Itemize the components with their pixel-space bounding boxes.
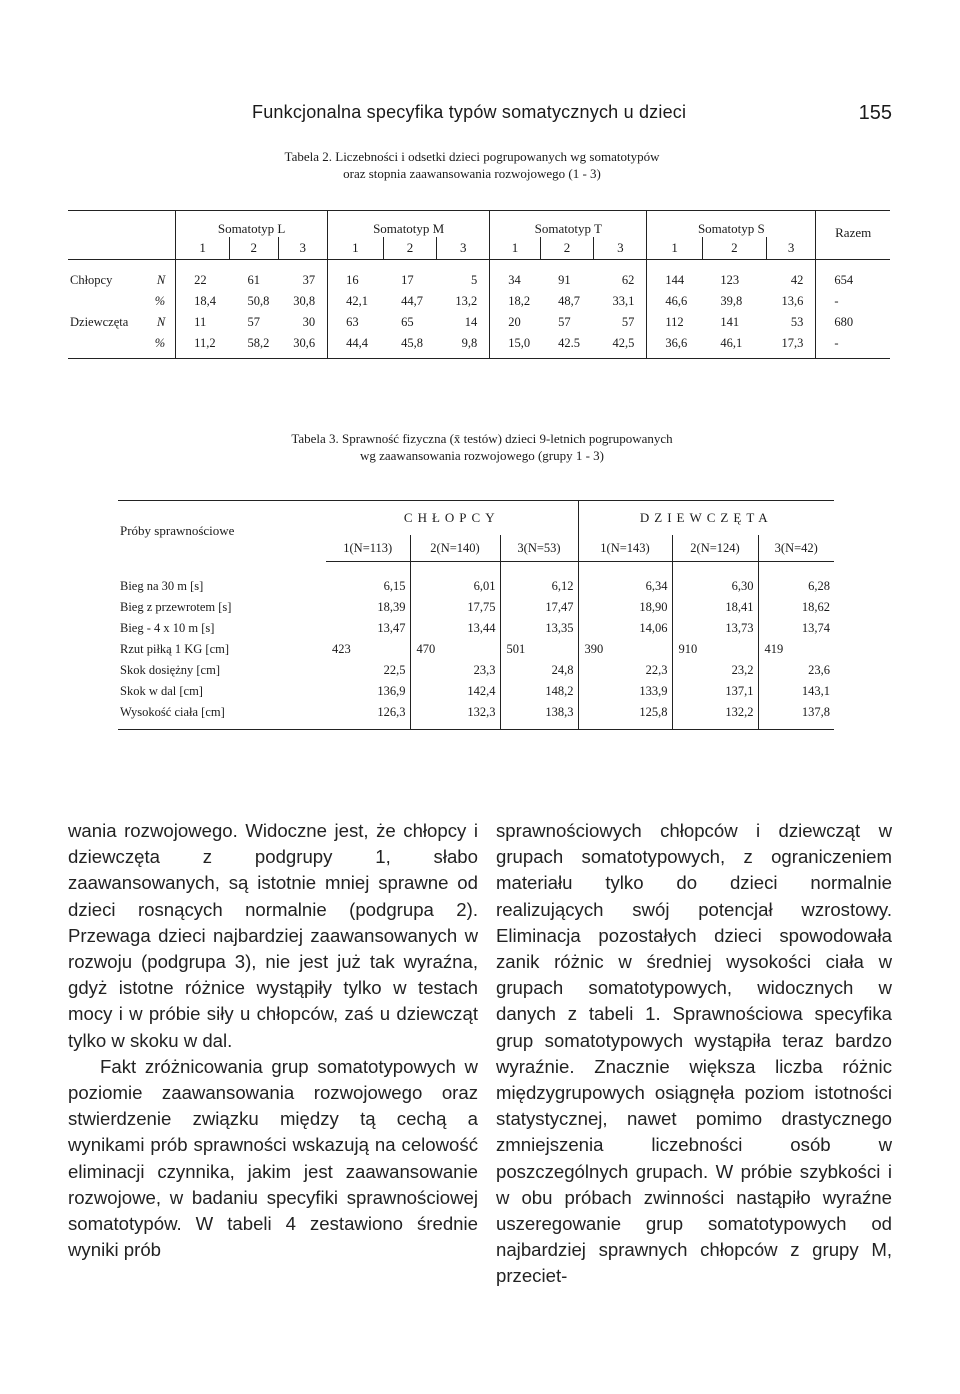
row-stat: % [154, 294, 166, 308]
table-cell: 22,3 [578, 660, 672, 681]
table-row [118, 681, 834, 702]
table-row [118, 660, 834, 681]
table-cell: 17 [401, 273, 414, 287]
table-cell: 148,2 [500, 681, 578, 702]
row-label [68, 291, 147, 312]
table2-caption [232, 430, 732, 464]
row-label: Dziewczęta [70, 315, 129, 329]
table-cell: 17,75 [410, 597, 500, 618]
table-cell: 470 [410, 639, 500, 660]
table-cell: 5 [471, 273, 478, 287]
table-cell: 23,2 [672, 660, 758, 681]
table-row [118, 639, 834, 660]
table-row [68, 312, 890, 333]
table-cell: 910 [672, 639, 758, 660]
table-cell: 143,1 [758, 681, 834, 702]
table-cell: 125,8 [578, 702, 672, 730]
page-number: 155 [858, 102, 892, 124]
total-cell: 680 [816, 312, 890, 333]
subhead: 3 [278, 237, 328, 260]
row-label: Skok w dal [cm] [120, 684, 203, 698]
row-label: Skok dosiężny [cm] [120, 663, 220, 677]
table-cell: 6,15 [383, 579, 406, 593]
table-row [118, 562, 834, 598]
table-cell: 30 [302, 315, 316, 329]
table-cell: 142,4 [410, 681, 500, 702]
table-cell: 42,5 [594, 333, 647, 359]
table-cell: 23,6 [758, 660, 834, 681]
table-cell: 42 [790, 273, 804, 287]
table-cell: 24,8 [500, 660, 578, 681]
table-cell: 123 [720, 273, 740, 287]
table-cell: 53 [790, 315, 804, 329]
table-cell: 46,1 [702, 333, 766, 359]
table-cell: 13,2 [455, 294, 478, 308]
table-cell: 20 [490, 312, 540, 333]
paragraph: sprawnościowych chłopców i dziewcząt w grupach somatotypowych, z ograniczeniem materiału tylko do dzieci normalnie realizujących swój potencjał wzrostowy. Eliminacja pozostałych dzieci spowodowała zanik różnic w średniej wysokości ciała w grupach somatotypowych, widocznych w danych z tabeli 1. Sprawnościowa specyfika grup somatotypowych wystąpiła teraz bardzo wyraźnie. Znacznie większa liczba różnic międzygrupowych osiągnęła poziom istotności statystycznej, nawet pomimo drastycznego zmniejszenia liczebności osób w poszczególnych grupach. W próbie szybkości i w obu próbach zwinności nastąpiło wyraźne uszeregowanie grup somatotypowych od najbardziej sprawnych chłopców z grupy M, przeciet- [496, 820, 892, 1287]
table-cell: 30,8 [293, 294, 316, 308]
table1-body [68, 260, 890, 359]
row-label: Chłopcy [70, 273, 113, 287]
table-cell: 9,8 [437, 333, 490, 359]
group-boys: CHŁOPCY [326, 501, 578, 536]
subhead: 2(N=124) [672, 535, 758, 562]
subhead: 3 [594, 237, 647, 260]
table-cell: 132,2 [672, 702, 758, 730]
trials-header: Próby sprawnościowe [118, 501, 326, 562]
group-header: Somatotyp M [328, 211, 490, 238]
subhead: 2 [383, 237, 437, 260]
subhead: 1(N=143) [578, 535, 672, 562]
table-cell: 18,41 [672, 597, 758, 618]
row-stat: N [156, 315, 166, 329]
table1-caption-line1: Tabela 2. Liczebności i odsetki dzieci pogrupowanych wg somatotypów [284, 149, 660, 164]
table-cell: 62 [621, 273, 635, 287]
table-cell: 44,4 [328, 333, 384, 359]
subhead: 1 [647, 237, 703, 260]
table-cell: 6,01 [410, 562, 500, 598]
table2-fitness [118, 500, 834, 730]
table-cell: 501 [500, 639, 578, 660]
table-cell: 14,06 [578, 618, 672, 639]
table-cell: 11 [176, 312, 230, 333]
table-row [118, 597, 834, 618]
subhead: 2 [540, 237, 594, 260]
group-header: Somatotyp T [490, 211, 647, 238]
table-row [68, 333, 890, 359]
table-cell: 17,3 [766, 333, 816, 359]
table-cell: 61 [247, 273, 260, 287]
subhead: 3(N=42) [758, 535, 834, 562]
table-cell: 57 [558, 315, 571, 329]
table-cell: 132,3 [410, 702, 500, 730]
table-cell: 423 [332, 642, 351, 656]
table-cell: 17,47 [500, 597, 578, 618]
table-cell: 13,44 [410, 618, 500, 639]
table-cell: 133,9 [578, 681, 672, 702]
group-header: Somatotyp L [176, 211, 328, 238]
table-cell: 390 [578, 639, 672, 660]
subhead: 1 [176, 237, 230, 260]
table-cell: 137,1 [672, 681, 758, 702]
total-cell: - [816, 333, 890, 359]
table-cell: 37 [302, 273, 316, 287]
subhead: 2(N=140) [410, 535, 500, 562]
table-cell: 18,4 [176, 291, 230, 312]
paragraph: wania rozwojowego. Widoczne jest, że chłopcy i dziewczęta z podgrupy 1, słabo zaawansowanych, są istotnie mniej sprawne od dzieci rosnących normalnie (podgrupa 2). Przewaga dzieci najbardziej zaawansowanych w rozwoju (podgrupa 3), nie jest już tak wyraźna, gdyż istotne różnice wystąpiły tylko w testach mocy i w próbie siły u chłopców, zaś u dziewcząt tylko w skoku w dal. [68, 820, 478, 1051]
table-cell: 18,2 [490, 291, 540, 312]
total-cell: - [816, 291, 890, 312]
table-cell: 36,6 [647, 333, 703, 359]
table-cell: 22 [176, 260, 230, 292]
table-cell: 58,2 [229, 333, 278, 359]
table-cell: 6,28 [758, 562, 834, 598]
total-header: Razem [816, 211, 890, 260]
table-cell: 13,73 [672, 618, 758, 639]
table-cell: 13,47 [377, 621, 406, 635]
table-cell: 50,8 [247, 294, 270, 308]
table1-caption [222, 148, 722, 182]
table-cell: 42.5 [540, 333, 594, 359]
subhead: 3 [437, 237, 490, 260]
table2-body [118, 562, 834, 730]
subhead: 2 [229, 237, 278, 260]
table-cell: 13,35 [500, 618, 578, 639]
subhead: 3 [766, 237, 816, 260]
row-stat: % [147, 333, 176, 359]
table-cell: 18,62 [758, 597, 834, 618]
table-row [118, 702, 834, 730]
group-header: Somatotyp S [647, 211, 816, 238]
table-row [118, 618, 834, 639]
table1-somatotypes [68, 210, 890, 359]
table-cell: 48,7 [558, 294, 580, 308]
row-label: Wysokość ciała [cm] [118, 702, 326, 730]
table-cell: 138,3 [500, 702, 578, 730]
page-header [252, 102, 892, 132]
table-cell: 91 [558, 273, 571, 287]
paragraph: Fakt zróżnicowania grup somatotypowych w poziomie zaawansowania rozwojowego oraz stwierdzenie związku między tą cechą a wynikami prób sprawności wskazują na celowość eliminacji czynnika, jakim jest zaawansowanie rozwojowe, w badaniu specyfiki sprawnościowej somatotypów. W tabeli 4 zestawiono średnie wyniki prób [68, 1055, 478, 1261]
table-cell: 63 [328, 312, 384, 333]
table-cell: 39,8 [720, 294, 743, 308]
table-cell: 18,39 [377, 600, 406, 614]
table-cell: 6,12 [500, 562, 578, 598]
table-cell: 65 [401, 315, 414, 329]
text-column-right [496, 818, 892, 1290]
table-cell: 419 [758, 639, 834, 660]
table-cell: 137,8 [758, 702, 834, 730]
table-cell: 13,6 [781, 294, 804, 308]
table-cell: 42,1 [328, 291, 384, 312]
table-cell: 33,1 [612, 294, 635, 308]
row-label [68, 333, 147, 359]
table-cell: 57 [247, 315, 260, 329]
table-cell: 57 [621, 315, 635, 329]
group-girls: DZIEWCZĘTA [578, 501, 834, 536]
table-cell: 45,8 [383, 333, 437, 359]
row-label: Bieg z przewrotem [s] [120, 600, 232, 614]
table-cell: 34 [490, 260, 540, 292]
table-row [68, 291, 890, 312]
running-title: Funkcjonalna specyfika typów somatycznych u dzieci [252, 102, 687, 122]
table1-caption-line2: oraz stopnia zaawansowania rozwojowego (1 - 3) [343, 166, 601, 181]
table-cell: 30,6 [278, 333, 328, 359]
table-cell: 16 [328, 260, 384, 292]
table-cell: 15,0 [490, 333, 540, 359]
table-cell: 18,90 [578, 597, 672, 618]
subhead: 1 [490, 237, 540, 260]
subhead: 2 [702, 237, 766, 260]
table-cell: 46,6 [647, 291, 703, 312]
table-cell: 13,74 [758, 618, 834, 639]
subhead: 3(N=53) [500, 535, 578, 562]
row-label: Rzut piłką 1 KG [cm] [120, 642, 230, 656]
table-cell: 126,3 [326, 702, 410, 730]
table-cell: 6,34 [578, 562, 672, 598]
table-cell: 112 [647, 312, 703, 333]
row-label: Bieg na 30 m [s] [120, 578, 204, 593]
text-column-left [68, 818, 478, 1263]
table-cell: 23,3 [410, 660, 500, 681]
row-label: Bieg - 4 x 10 m [s] [120, 621, 215, 635]
subhead: 1 [328, 237, 384, 260]
table-cell: 144 [647, 260, 703, 292]
table2-caption-line1: Tabela 3. Sprawność fizyczna (x̄ testów) dzieci 9-letnich pogrupowanych [291, 431, 673, 446]
table-cell: 22,5 [383, 663, 406, 677]
table-cell: 11,2 [176, 333, 230, 359]
total-cell: 654 [816, 260, 890, 292]
table-cell: 14 [464, 315, 478, 329]
table-cell: 141 [720, 315, 740, 329]
row-stat: N [156, 273, 166, 287]
table-cell: 136,9 [377, 684, 406, 698]
table-cell: 44,7 [401, 294, 423, 308]
table-cell: 6,30 [672, 562, 758, 598]
table2-caption-line2: wg zaawansowania rozwojowego (grupy 1 - 3) [359, 448, 605, 463]
table-row [68, 260, 890, 292]
subhead: 1(N=113) [326, 535, 410, 562]
